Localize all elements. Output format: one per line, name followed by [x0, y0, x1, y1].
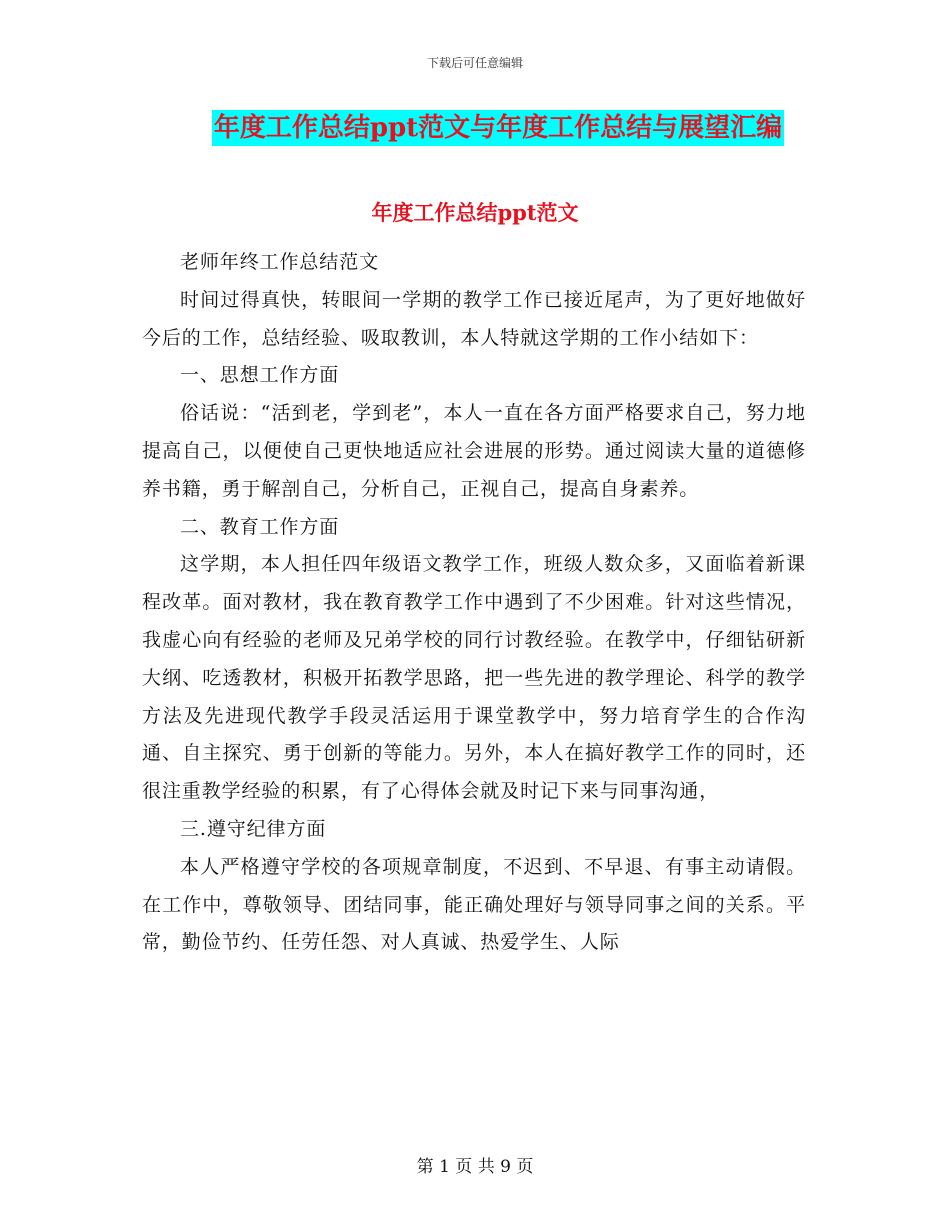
page-number: 第 1 页 共 9 页	[416, 1157, 534, 1177]
paragraph-discipline: 本人严格遵守学校的各项规章制度，不迟到、不早退、有事主动请假。在工作中，尊敬领导、团结同事，能正确处理好与领导同事之间的关系。平常，勤俭节约、任劳任怨、对人真诚、热爱学生、人际	[142, 855, 806, 954]
paragraph-intro-heading: 老师年终工作总结范文	[180, 251, 380, 273]
paragraph-education: 这学期，本人担任四年级语文教学工作，班级人数众多，又面临着新课程改革。面对教材，我在教育教学工作中遇到了不少困难。针对这些情况，我虚心向有经验的老师及兄弟学校的同行讨教经验。在教学中，仔细钻研新大纲、吃透教材，积极开拓教学思路，把一些先进的教学理论、科学的教学方法及先进现代教学手段灵活运用于课堂教学中，努力培育学生的合作沟通、自主探究、勇于创新的等能力。另外，本人在搞好教学工作的同时，还很注重教学经验的积累，有了心得体会就及时记下来与同事沟通，	[142, 553, 806, 803]
heading-ideology: 一、思想工作方面	[180, 364, 340, 387]
heading-education: 二、教育工作方面	[180, 515, 340, 538]
main-title-container	[0, 110, 950, 146]
document-body	[142, 220, 806, 962]
heading-discipline: 三.遵守纪律方面	[180, 817, 327, 840]
main-title: 年度工作总结ppt范文与年度工作总结与展望汇编	[212, 110, 784, 146]
paragraph-opening: 时间过得真快，转眼间一学期的教学工作已接近尾声，为了更好地做好今后的工作，总结经验、吸取教训，本人特就这学期的工作小结如下：	[142, 288, 806, 349]
page-header-note: 下载后可任意编辑	[426, 56, 523, 70]
paragraph-ideology: 俗话说：“活到老，学到老”，本人一直在各方面严格要求自己，努力地提高自己，以便使自己更快地适应社会进展的形势。通过阅读大量的道德修养书籍，勇于解剖自己，分析自己，正视自己，提高自身素养。	[142, 402, 806, 500]
section-title: 年度工作总结ppt范文	[371, 200, 579, 225]
